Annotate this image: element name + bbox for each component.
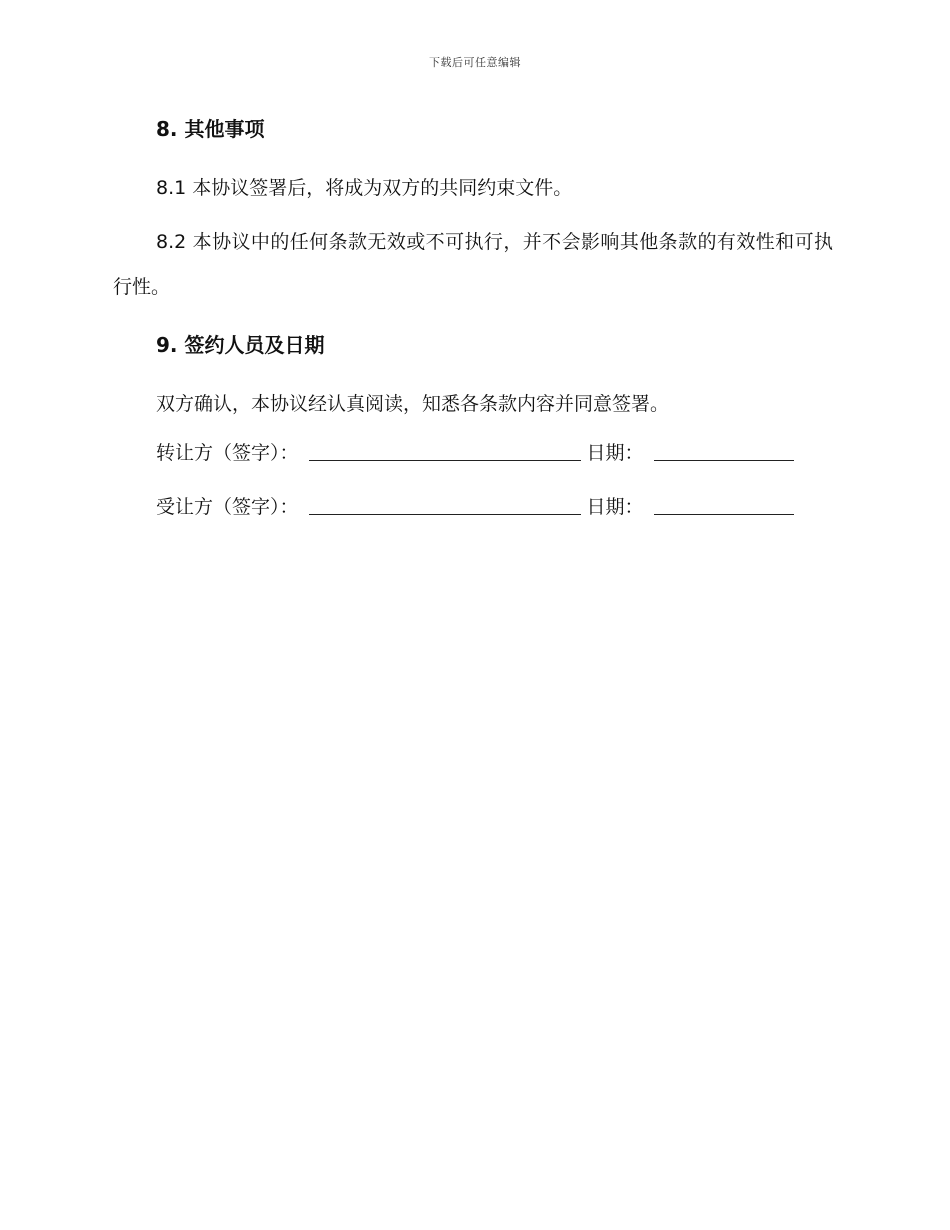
section-8-1-paragraph: 8.1 本协议签署后，将成为双方的共同约束文件。 [156, 177, 573, 199]
transferee-signature-label: 受让方（签字）： [156, 496, 299, 518]
transferee-date-line [654, 494, 794, 515]
transferor-signature-label: 转让方（签字）： [156, 442, 299, 464]
section-8-title: 8. 其他事项 [156, 117, 265, 141]
transferor-date-line [654, 440, 794, 461]
transferee-signature-line [309, 494, 581, 515]
transferee-date-label: 日期： [586, 496, 644, 518]
section-8-2-paragraph: 8.2 本协议中的任何条款无效或不可执行，并不会影响其他条款的有效性和可执行性。 [113, 231, 833, 298]
section-9-title: 9. 签约人员及日期 [156, 333, 325, 357]
transferor-signature-line [309, 440, 581, 461]
section-9-confirmation: 双方确认，本协议经认真阅读，知悉各条款内容并同意签署。 [156, 393, 670, 415]
page-header: 下载后可任意编辑 [429, 56, 521, 69]
transferor-date-label: 日期： [586, 442, 644, 464]
document-body [113, 112, 833, 524]
transferee-signature-row [113, 490, 833, 524]
transferor-signature-row [113, 436, 833, 470]
